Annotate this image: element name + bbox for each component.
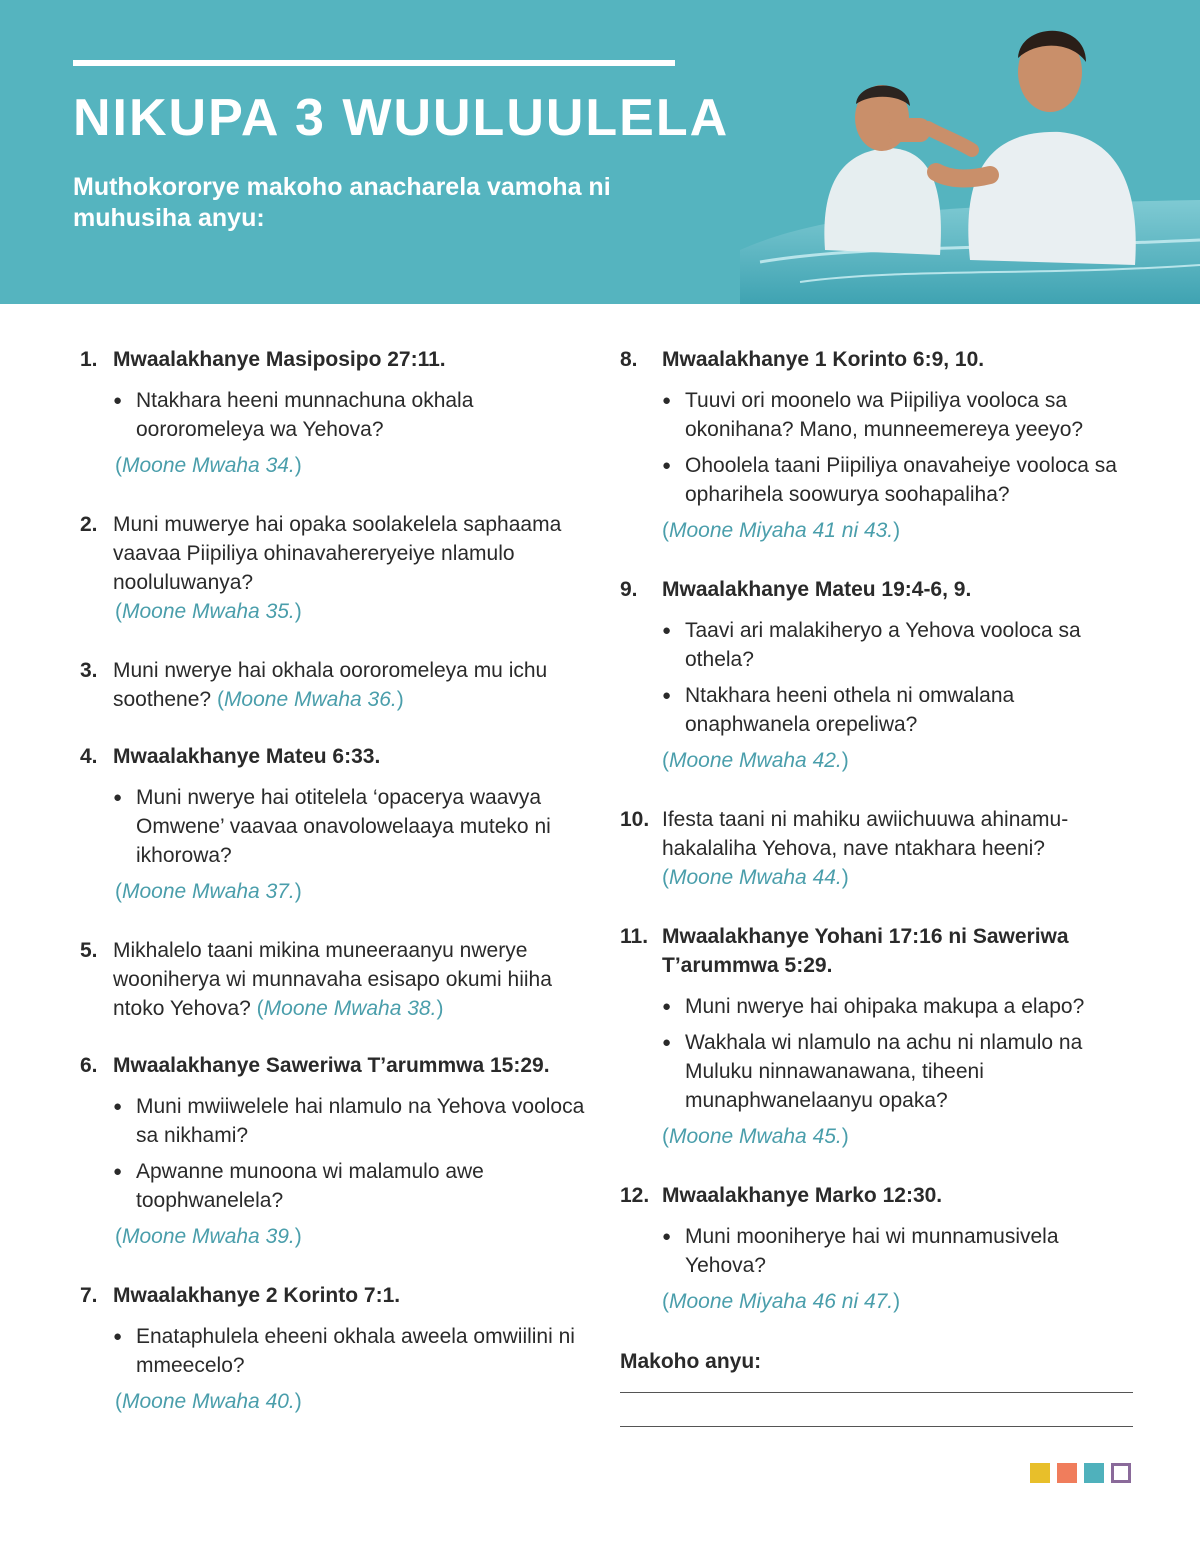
reference: (Moone Miyaha 46 ni 47.): [662, 1290, 901, 1313]
bullet-item: ● Muni nwerye hai otitelela ‘opacerya waavya Omwene’ vaavaa onavolowelaaya muteko ni ikhorowa?: [113, 783, 600, 870]
questions-right-column: [620, 345, 1140, 1374]
question-5: [80, 936, 600, 1023]
yellow-square: [1030, 1463, 1050, 1483]
bullet-item: ● Apwanne munoona wi malamulo awe toophwanelela?: [113, 1157, 600, 1215]
reference: (Moone Mwaha 36.): [216, 688, 404, 711]
notes-line-1[interactable]: [620, 1392, 1133, 1393]
question-text: Muni muwerye hai opaka soolakelela saphaama vaavaa Piipiliya ohinavahereryeiye nlamulo nooluluwanya?: [113, 513, 562, 594]
reference: (Moone Miyaha 41 ni 43.): [662, 519, 901, 542]
question-text: Mwaalakhanye 2 Korinto 7:1.: [113, 1284, 401, 1307]
page-title: NIKUPA 3 WUULUULELA: [73, 89, 730, 147]
question-7: [80, 1281, 600, 1416]
bullet-icon: ●: [662, 1034, 672, 1051]
bullet-item: ● Muni mwiiwelele hai nlamulo na Yehova vooloca sa nikhami?: [113, 1092, 600, 1150]
bullet-icon: ●: [113, 1098, 123, 1115]
question-6: [80, 1051, 600, 1251]
question-bullets: [80, 783, 600, 870]
notes-label: Makoho anyu:: [620, 1350, 762, 1373]
question-number: 5.: [80, 939, 98, 962]
orange-square: [1057, 1463, 1077, 1483]
question-bullets: [620, 386, 1140, 509]
question-bullets: [80, 1322, 600, 1380]
header-banner: [0, 0, 1200, 304]
question-number: 8.: [620, 348, 638, 371]
teal-square: [1084, 1463, 1104, 1483]
question-4: [80, 742, 600, 906]
color-squares-decoration: [1030, 1463, 1131, 1483]
bullet-icon: ●: [662, 392, 672, 409]
question-text: Ifesta taani ni mahiku awiichuuwa ahinamuhakalaliha Yehova, nave ntakhara heeni?: [662, 808, 1069, 860]
question-9: [620, 575, 1140, 775]
question-number: 11.: [620, 925, 649, 948]
bullet-icon: ●: [113, 789, 123, 806]
reference: (Moone Mwaha 44.): [662, 866, 849, 889]
bullet-icon: ●: [662, 687, 672, 704]
bullet-item: ● Muni nwerye hai ohipaka makupa a elapo?: [662, 992, 1140, 1021]
bullet-icon: ●: [662, 998, 672, 1015]
reference: (Moone Mwaha 35.): [115, 600, 302, 623]
question-text: Mwaalakhanye Yohani 17:16 ni Saweriwa T’arummwa 5:29.: [662, 925, 1069, 977]
question-12: [620, 1181, 1140, 1316]
question-11: [620, 922, 1140, 1151]
question-number: 3.: [80, 659, 98, 682]
question-text: Mwaalakhanye Marko 12:30.: [662, 1184, 943, 1207]
question-bullets: [620, 1222, 1140, 1280]
question-number: 2.: [80, 513, 98, 536]
question-number: 12.: [620, 1184, 650, 1207]
question-text: Mwaalakhanye Mateu 19:4-6, 9.: [662, 578, 972, 601]
bullet-item: ● Muni mooniherye hai wi munnamusivela Yehova?: [662, 1222, 1140, 1280]
bullet-item: ● Taavi ari malakiheryo a Yehova vooloca sa othela?: [662, 616, 1140, 674]
question-3: [80, 656, 600, 714]
question-text: Muni nwerye hai okhala oororomeleya mu ichu soothene? (Moone Mwaha 36.): [113, 659, 548, 711]
reference: (Moone Mwaha 39.): [115, 1225, 302, 1248]
question-bullets: [80, 1092, 600, 1215]
bullet-item: ● Enataphulela eheeni okhala aweela omwiilini ni mmeecelo?: [113, 1322, 600, 1380]
bullet-item: ● Ntakhara heeni othela ni omwalana onaphwanela orepeliwa?: [662, 681, 1140, 739]
question-text: Mwaalakhanye Masiposipo 27:11.: [113, 348, 446, 371]
reference: (Moone Mwaha 45.): [662, 1125, 849, 1148]
reference: (Moone Mwaha 42.): [662, 749, 849, 772]
question-1: [80, 345, 600, 480]
question-number: 9.: [620, 578, 638, 601]
bullet-item: ● Ntakhara heeni munnachuna okhala oororomeleya wa Yehova?: [113, 386, 600, 444]
question-text: Mwaalakhanye Mateu 6:33.: [113, 745, 381, 768]
question-bullets: [620, 616, 1140, 739]
question-number: 10.: [620, 808, 650, 831]
question-text: Mikhalelo taani mikina muneeraanyu nwerye wooniherya wi munnavaha esisapo okumi hiiha ntoko Yehova? (Moone Mwaha 38.): [113, 939, 552, 1020]
bullet-icon: ●: [662, 1228, 672, 1245]
question-number: 1.: [80, 348, 98, 371]
question-text: Mwaalakhanye Saweriwa T’arummwa 15:29.: [113, 1054, 550, 1077]
bullet-icon: ●: [113, 1328, 123, 1345]
bullet-icon: ●: [113, 1163, 123, 1180]
questions-left-column: [80, 345, 600, 1416]
question-2: [80, 510, 600, 626]
reference: (Moone Mwaha 34.): [115, 454, 302, 477]
bullet-item: ● Ohoolela taani Piipiliya onavaheiye vooloca sa opharihela soowurya soohapaliha?: [662, 451, 1140, 509]
bullet-icon: ●: [662, 457, 672, 474]
question-number: 4.: [80, 745, 98, 768]
notes-line-2[interactable]: [620, 1426, 1133, 1427]
purple-outline-square: [1111, 1463, 1131, 1483]
question-text: Mwaalakhanye 1 Korinto 6:9, 10.: [662, 348, 985, 371]
reference: (Moone Mwaha 38.): [256, 997, 444, 1020]
bullet-item: ● Wakhala wi nlamulo na achu ni nlamulo na Muluku ninnawanawana, tiheeni munaphwanelaanyu opaka?: [662, 1028, 1140, 1115]
reference: (Moone Mwaha 40.): [115, 1390, 302, 1413]
question-10: [620, 805, 1140, 892]
question-8: [620, 345, 1140, 545]
question-bullets: [80, 386, 600, 444]
question-number: 7.: [80, 1284, 98, 1307]
question-number: 6.: [80, 1054, 98, 1077]
header-rule: [73, 60, 675, 66]
page-subtitle: Muthokororye makoho anacharela vamoha ni muhusiha anyu:: [73, 173, 611, 232]
bullet-icon: ●: [113, 392, 123, 409]
baptism-illustration: [740, 0, 1200, 304]
bullet-icon: ●: [662, 622, 672, 639]
question-bullets: [620, 992, 1140, 1115]
bullet-item: ● Tuuvi ori moonelo wa Piipiliya vooloca sa okonihana? Mano, munneemereya yeeyo?: [662, 386, 1140, 444]
reference: (Moone Mwaha 37.): [115, 880, 302, 903]
